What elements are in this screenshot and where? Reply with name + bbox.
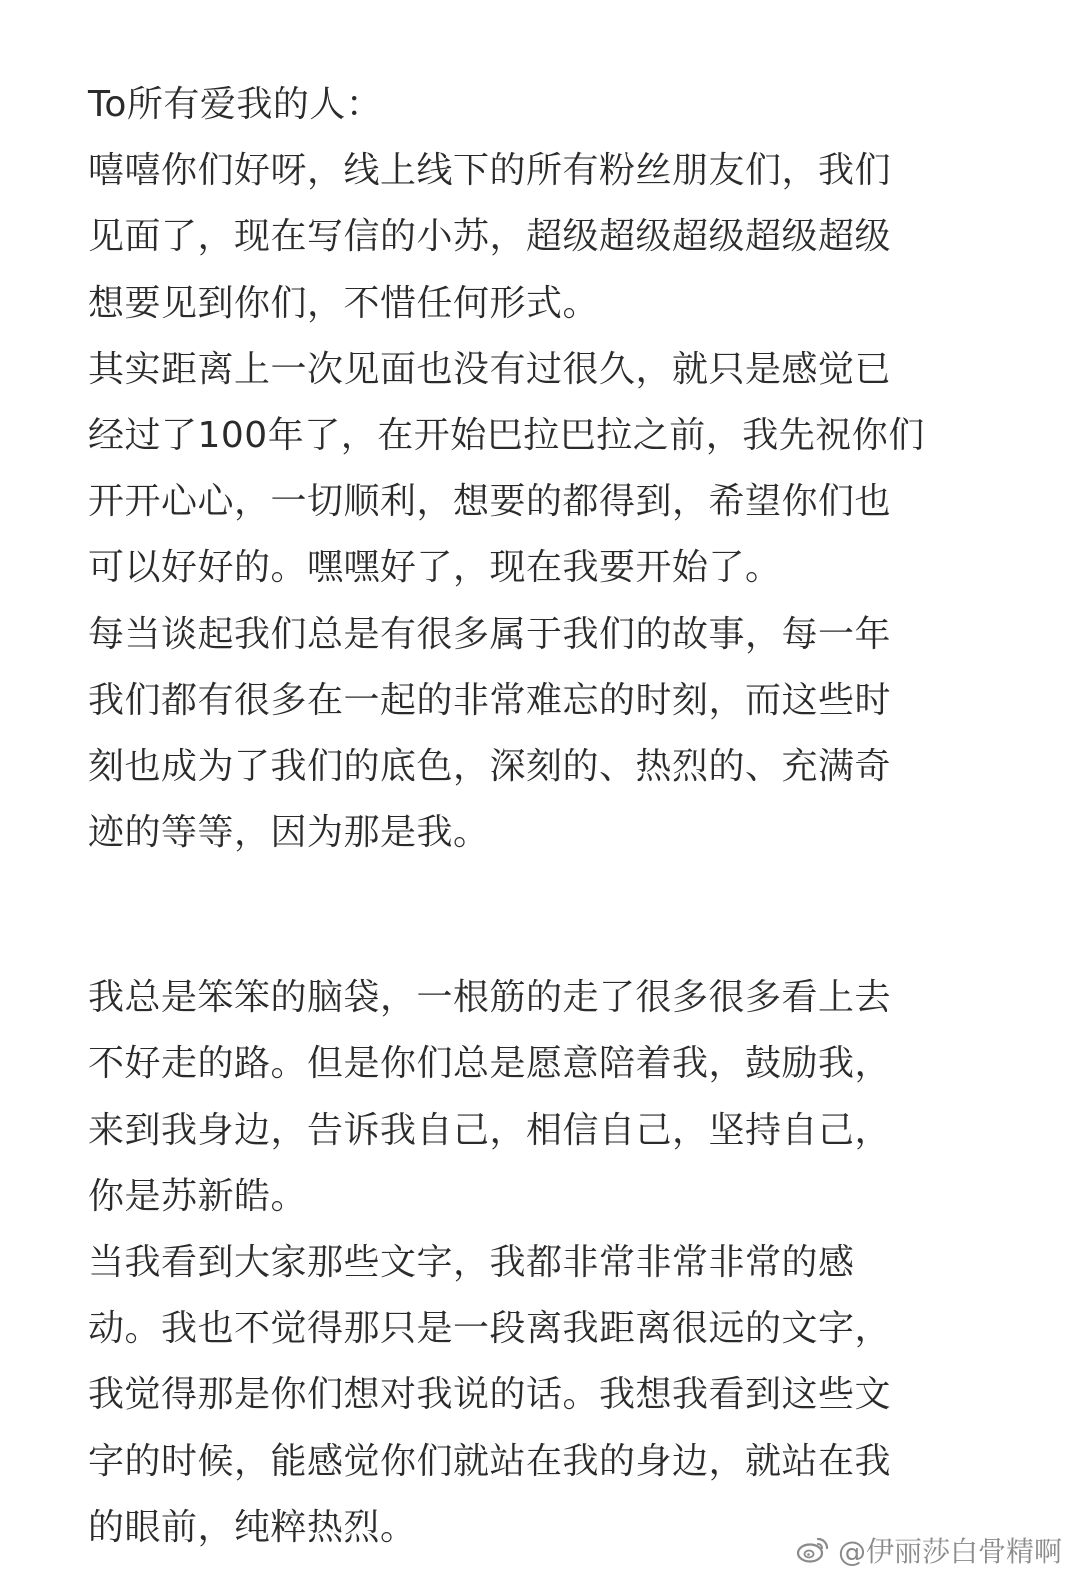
letter-line: 字的时候，能感觉你们就站在我的身边，就站在我 [88,1440,892,1482]
letter-line: 来到我身边，告诉我自己，相信自己，坚持自己， [88,1109,892,1151]
letter-line: 嘻嘻你们好呀，线上线下的所有粉丝朋友们，我们 [88,150,892,192]
letter-line: 见面了，现在写信的小苏，超级超级超级超级超级 [88,216,892,258]
letter-line: 我总是笨笨的脑袋，一根筋的走了很多很多看上去 [88,977,892,1019]
letter-body [88,72,988,1561]
letter-line: 我觉得那是你们想对我说的话。我想我看到这些文 [88,1374,892,1416]
weibo-watermark [796,1530,1062,1570]
letter-greeting: To所有爱我的人： [88,84,383,125]
letter-line: 可以好好的。嘿嘿好了，现在我要开始了。 [88,547,782,589]
letter-line: 刻也成为了我们的底色，深刻的、热烈的、充满奇 [88,745,892,787]
letter-line: 我们都有很多在一起的非常难忘的时刻，而这些时 [88,679,892,721]
letter-line: 当我看到大家那些文字，我都非常非常非常的感 [88,1242,855,1283]
letter-line: 动。我也不觉得那只是一段离我距离很远的文字， [88,1308,892,1350]
letter-line: 迹的等等，因为那是我。 [88,812,490,854]
watermark-text: @伊丽莎白骨精啊 [837,1535,1062,1568]
letter-line: 经过了100年了，在开始巴拉巴拉之前，我先祝你们 [88,414,925,456]
letter-line: 你是苏新皓。 [88,1175,308,1217]
letter-line: 开开心心，一切顺利，想要的都得到，希望你们也 [88,481,892,523]
letter-line: 每当谈起我们总是有很多属于我们的故事，每一年 [88,613,892,655]
letter-line: 想要见到你们，不惜任何形式。 [88,282,600,324]
letter-line: 的眼前，纯粹热烈。 [88,1506,417,1548]
letter-line: 不好走的路。但是你们总是愿意陪着我，鼓励我， [88,1043,892,1085]
letter-line: 其实距离上一次见面也没有过很久，就只是感觉已 [88,348,892,390]
weibo-logo-icon [796,1536,830,1564]
paragraph-gap [88,866,988,965]
